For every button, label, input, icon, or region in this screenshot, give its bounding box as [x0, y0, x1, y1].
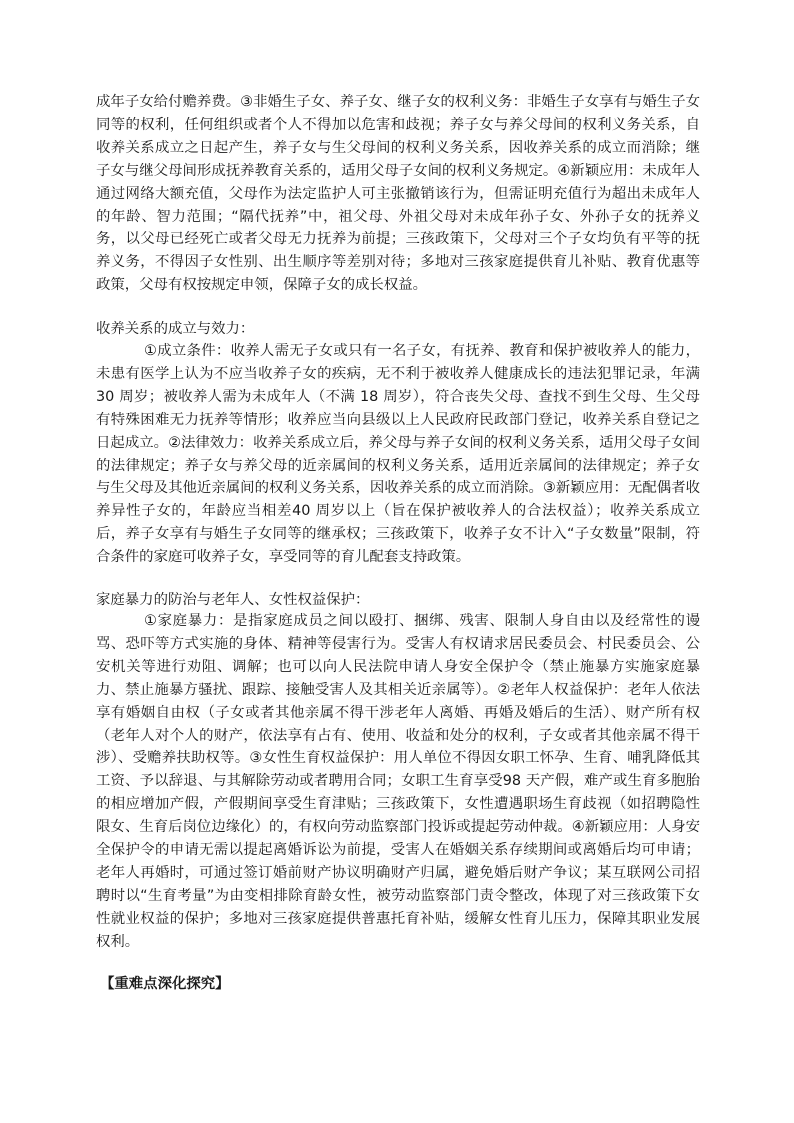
section-heading-domestic-violence: 家庭暴力的防治与老年人、女性权益保护： — [96, 592, 370, 608]
paragraph-adoption: ①成立条件：收养人需无子女或只有一名子女，有抚养、教育和保护被收养人的能力，未患有医学上认为不应当收养子女的疾病，无不利于被收养人健康成长的违法犯罪记录，年满 30 周岁；被收养人需为未成年人（不满 18 周岁），符合丧失父母、查找不到生父母、生父母有特殊困难无力抚养等情形；收养应当向县级以上人民政府民政部门登记，收养关系自登记之日起成立。②法律效力：收养关系成立后，养父母与养子女间的权利义务关系，适用父母子女间的法律规定；养子女与养父母的近亲属间的权利义务关系，适用近亲属间的法律规定；养子女与生父母及其他近亲属间的权利义务关系，因收养关系的成立而消除。③新颖应用：无配偶者收养异性子女的，年龄应当相差40 周岁以上（旨在保护被收养人的合法权益）；收养关系成立后，养子女享有与婚生子女同等的继承权；三孩政策下，收养子女不计入“子女数量”限制，符合条件的家庭可收养子女，享受同等的育儿配套支持政策。 — [96, 343, 700, 566]
paragraph-child-rights: 成年子女给付赡养费。③非婚生子女、养子女、继子女的权利义务：非婚生子女享有与婚生子女同等的权利，任何组织或者个人不得加以危害和歧视；养子女与养父母间的权利义务关系，自收养关系成立之日起产生，养子女与生父母间的权利义务关系，因收养关系的成立而消除；继子女与继父母间形成抚养教育关系的，适用父母子女间的权利义务规定。④新颖应用：未成年人通过网络大额充值，父母作为法定监护人可主张撤销该行为，但需证明充值行为超出未成年人的年龄、智力范围；“隔代抚养”中，祖父母、外祖父母对未成年孙子女、外孙子女的抚养义务，以父母已经死亡或者父母无力抚养为前提；三孩政策下，父母对三个子女均负有平等的抚养义务，不得因子女性别、出生顺序等差别对待；多地对三孩家庭提供育儿补贴、教育优惠等政策，父母有权按规定申领，保障子女的成长权益。 — [96, 94, 700, 294]
section-heading-adoption: 收养关系的成立与效力： — [96, 321, 255, 337]
section-title-deep-inquiry: 【重难点深化探究】 — [100, 976, 230, 992]
paragraph-domestic-violence: ①家庭暴力：是指家庭成员之间以殴打、捆绑、残害、限制人身自由以及经常性的谩骂、恐吓等方式实施的身体、精神等侵害行为。受害人有权请求居民委员会、村民委员会、公安机关等进行劝阻、调解；也可以向人民法院申请人身安全保护令（禁止施暴方实施家庭暴力、禁止施暴方骚扰、跟踪、接触受害人及其相关近亲属等）。②老年人权益保护：老年人依法享有婚姻自由权（子女或者其他亲属不得干涉老年人离婚、再婚及婚后的生活）、财产所有权（老年人对个人的财产，依法享有占有、使用、收益和处分的权利，子女或者其他亲属不得干涉）、受赡养扶助权等。③女性生育权益保护：用人单位不得因女职工怀孕、生育、哺乳降低其工资、予以辞退、与其解除劳动或者聘用合同；女职工生育享受98 天产假，难产或生育多胞胎的相应增加产假，产假期间享受生育津贴；三孩政策下，女性遭遇职场生育歧视（如招聘隐性限女、生育后岗位边缘化）的，有权向劳动监察部门投诉或提起劳动仲裁。④新颖应用：人身安全保护令的申请无需以提起离婚诉讼为前提，受害人在婚姻关系存续期间或离婚后均可申请；老年人再婚时，可通过签订婚前财产协议明确财产归属，避免婚后财产争议；某互联网公司招聘时以“生育考量”为由变相排除育龄女性，被劳动监察部门责令整改，体现了对三孩政策下女性就业权益的保护；多地对三孩家庭提供普惠托育补贴，缓解女性育儿压力，保障其职业发展权利。 — [96, 613, 700, 950]
